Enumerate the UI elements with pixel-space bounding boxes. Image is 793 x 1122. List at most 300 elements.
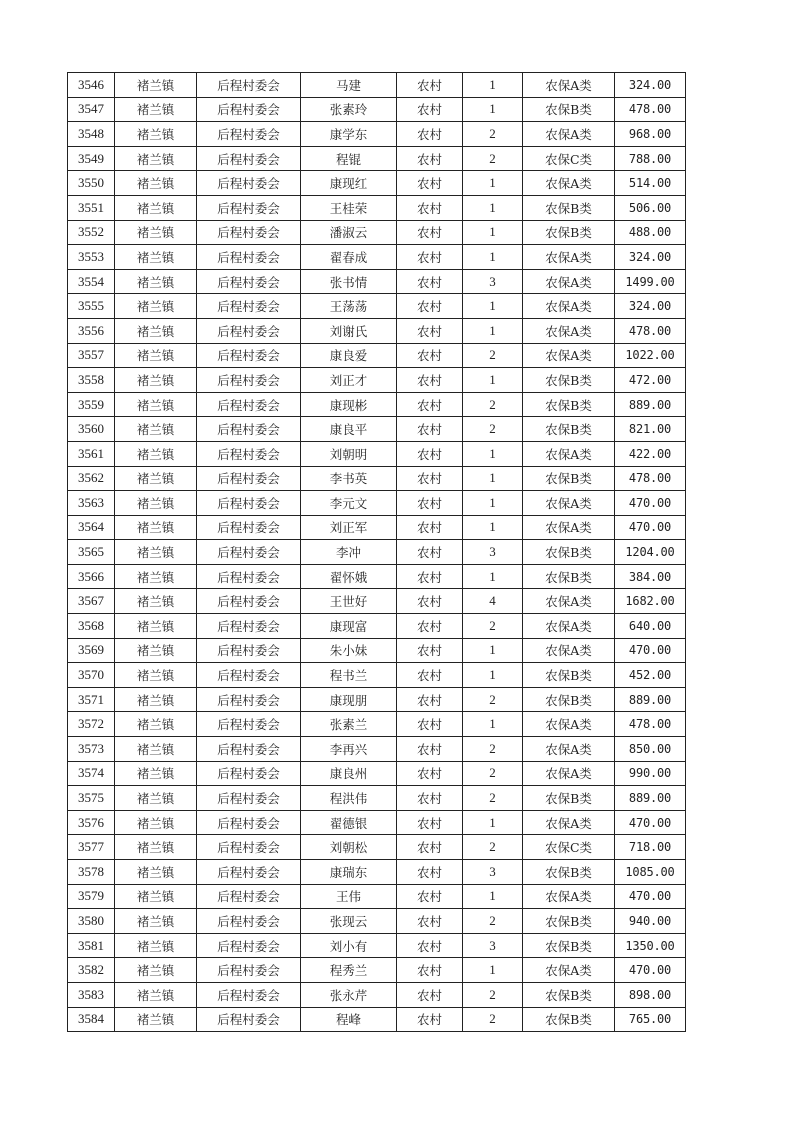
village-committee-cell: 后程村委会 — [197, 810, 301, 835]
town-cell: 褚兰镇 — [115, 515, 197, 540]
name-cell: 刘朝明 — [301, 441, 397, 466]
name-cell: 刘朝松 — [301, 835, 397, 860]
person-count-cell: 1 — [463, 220, 523, 245]
household-type-cell: 农村 — [397, 909, 463, 934]
town-cell: 褚兰镇 — [115, 786, 197, 811]
household-type-cell: 农村 — [397, 294, 463, 319]
table-row — [68, 368, 686, 393]
name-cell: 马建 — [301, 73, 397, 98]
household-type-cell: 农村 — [397, 269, 463, 294]
row-id-cell: 3572 — [68, 712, 115, 737]
household-type-cell: 农村 — [397, 1007, 463, 1032]
town-cell: 褚兰镇 — [115, 614, 197, 639]
row-id-cell: 3556 — [68, 318, 115, 343]
household-type-cell: 农村 — [397, 786, 463, 811]
town-cell: 褚兰镇 — [115, 294, 197, 319]
amount-cell: 821.00 — [615, 417, 686, 442]
insurance-category-cell: 农保A类 — [523, 294, 615, 319]
town-cell: 褚兰镇 — [115, 220, 197, 245]
insurance-category-cell: 农保A类 — [523, 614, 615, 639]
person-count-cell: 1 — [463, 810, 523, 835]
row-id-cell: 3579 — [68, 884, 115, 909]
person-count-cell: 3 — [463, 860, 523, 885]
person-count-cell: 2 — [463, 343, 523, 368]
household-type-cell: 农村 — [397, 195, 463, 220]
person-count-cell: 1 — [463, 958, 523, 983]
insurance-category-cell: 农保A类 — [523, 491, 615, 516]
household-type-cell: 农村 — [397, 318, 463, 343]
village-committee-cell: 后程村委会 — [197, 146, 301, 171]
table-row — [68, 712, 686, 737]
amount-cell: 968.00 — [615, 122, 686, 147]
row-id-cell: 3573 — [68, 737, 115, 762]
name-cell: 康学东 — [301, 122, 397, 147]
amount-cell: 324.00 — [615, 294, 686, 319]
village-committee-cell: 后程村委会 — [197, 269, 301, 294]
person-count-cell: 2 — [463, 835, 523, 860]
household-type-cell: 农村 — [397, 589, 463, 614]
amount-cell: 850.00 — [615, 737, 686, 762]
amount-cell: 1204.00 — [615, 540, 686, 565]
insurance-category-cell: 农保B类 — [523, 195, 615, 220]
person-count-cell: 2 — [463, 786, 523, 811]
insurance-category-cell: 农保B类 — [523, 687, 615, 712]
insurance-category-cell: 农保A类 — [523, 122, 615, 147]
name-cell: 程峰 — [301, 1007, 397, 1032]
town-cell: 褚兰镇 — [115, 564, 197, 589]
row-id-cell: 3550 — [68, 171, 115, 196]
name-cell: 刘小有 — [301, 933, 397, 958]
table-row — [68, 220, 686, 245]
household-type-cell: 农村 — [397, 810, 463, 835]
village-committee-cell: 后程村委会 — [197, 171, 301, 196]
town-cell: 褚兰镇 — [115, 909, 197, 934]
name-cell: 康瑞东 — [301, 860, 397, 885]
name-cell: 翟怀娥 — [301, 564, 397, 589]
table-row — [68, 392, 686, 417]
row-id-cell: 3574 — [68, 761, 115, 786]
village-committee-cell: 后程村委会 — [197, 491, 301, 516]
amount-cell: 940.00 — [615, 909, 686, 934]
insurance-category-cell: 农保A类 — [523, 515, 615, 540]
table-row — [68, 73, 686, 98]
person-count-cell: 1 — [463, 515, 523, 540]
name-cell: 张现云 — [301, 909, 397, 934]
person-count-cell: 2 — [463, 122, 523, 147]
household-type-cell: 农村 — [397, 614, 463, 639]
person-count-cell: 3 — [463, 933, 523, 958]
table-row — [68, 195, 686, 220]
row-id-cell: 3570 — [68, 663, 115, 688]
insurance-category-cell: 农保C类 — [523, 835, 615, 860]
person-count-cell: 2 — [463, 614, 523, 639]
village-committee-cell: 后程村委会 — [197, 687, 301, 712]
row-id-cell: 3547 — [68, 97, 115, 122]
amount-cell: 470.00 — [615, 958, 686, 983]
row-id-cell: 3548 — [68, 122, 115, 147]
town-cell: 褚兰镇 — [115, 933, 197, 958]
household-type-cell: 农村 — [397, 564, 463, 589]
table-row — [68, 614, 686, 639]
village-committee-cell: 后程村委会 — [197, 884, 301, 909]
village-committee-cell: 后程村委会 — [197, 1007, 301, 1032]
town-cell: 褚兰镇 — [115, 73, 197, 98]
table-row — [68, 343, 686, 368]
insurance-category-cell: 农保A类 — [523, 171, 615, 196]
table-row — [68, 761, 686, 786]
table-row — [68, 589, 686, 614]
insurance-category-cell: 农保A类 — [523, 958, 615, 983]
amount-cell: 324.00 — [615, 245, 686, 270]
household-type-cell: 农村 — [397, 982, 463, 1007]
name-cell: 王桂荣 — [301, 195, 397, 220]
row-id-cell: 3559 — [68, 392, 115, 417]
town-cell: 褚兰镇 — [115, 195, 197, 220]
table-row — [68, 810, 686, 835]
row-id-cell: 3553 — [68, 245, 115, 270]
amount-cell: 1085.00 — [615, 860, 686, 885]
insurance-category-cell: 农保B类 — [523, 97, 615, 122]
table-row — [68, 417, 686, 442]
insurance-category-cell: 农保A类 — [523, 589, 615, 614]
amount-cell: 514.00 — [615, 171, 686, 196]
roster-table-body — [68, 73, 686, 1032]
name-cell: 刘谢氏 — [301, 318, 397, 343]
person-count-cell: 1 — [463, 368, 523, 393]
town-cell: 褚兰镇 — [115, 810, 197, 835]
household-type-cell: 农村 — [397, 761, 463, 786]
row-id-cell: 3554 — [68, 269, 115, 294]
town-cell: 褚兰镇 — [115, 982, 197, 1007]
table-row — [68, 860, 686, 885]
village-committee-cell: 后程村委会 — [197, 441, 301, 466]
town-cell: 褚兰镇 — [115, 958, 197, 983]
person-count-cell: 4 — [463, 589, 523, 614]
row-id-cell: 3563 — [68, 491, 115, 516]
village-committee-cell: 后程村委会 — [197, 786, 301, 811]
village-committee-cell: 后程村委会 — [197, 466, 301, 491]
insurance-category-cell: 农保B类 — [523, 368, 615, 393]
person-count-cell: 2 — [463, 687, 523, 712]
insurance-category-cell: 农保A类 — [523, 638, 615, 663]
row-id-cell: 3555 — [68, 294, 115, 319]
household-type-cell: 农村 — [397, 220, 463, 245]
amount-cell: 470.00 — [615, 884, 686, 909]
village-committee-cell: 后程村委会 — [197, 245, 301, 270]
town-cell: 褚兰镇 — [115, 712, 197, 737]
table-row — [68, 687, 686, 712]
town-cell: 褚兰镇 — [115, 368, 197, 393]
row-id-cell: 3577 — [68, 835, 115, 860]
town-cell: 褚兰镇 — [115, 687, 197, 712]
name-cell: 翟德银 — [301, 810, 397, 835]
table-row — [68, 786, 686, 811]
household-type-cell: 农村 — [397, 860, 463, 885]
amount-cell: 990.00 — [615, 761, 686, 786]
household-type-cell: 农村 — [397, 491, 463, 516]
name-cell: 翟春成 — [301, 245, 397, 270]
row-id-cell: 3564 — [68, 515, 115, 540]
household-type-cell: 农村 — [397, 171, 463, 196]
amount-cell: 452.00 — [615, 663, 686, 688]
table-row — [68, 491, 686, 516]
village-committee-cell: 后程村委会 — [197, 220, 301, 245]
person-count-cell: 1 — [463, 466, 523, 491]
name-cell: 李元文 — [301, 491, 397, 516]
amount-cell: 488.00 — [615, 220, 686, 245]
town-cell: 褚兰镇 — [115, 441, 197, 466]
name-cell: 程洪伟 — [301, 786, 397, 811]
town-cell: 褚兰镇 — [115, 1007, 197, 1032]
table-row — [68, 884, 686, 909]
household-type-cell: 农村 — [397, 638, 463, 663]
amount-cell: 788.00 — [615, 146, 686, 171]
town-cell: 褚兰镇 — [115, 171, 197, 196]
row-id-cell: 3561 — [68, 441, 115, 466]
table-row — [68, 564, 686, 589]
name-cell: 康现彬 — [301, 392, 397, 417]
row-id-cell: 3584 — [68, 1007, 115, 1032]
row-id-cell: 3571 — [68, 687, 115, 712]
village-committee-cell: 后程村委会 — [197, 122, 301, 147]
amount-cell: 718.00 — [615, 835, 686, 860]
name-cell: 程锟 — [301, 146, 397, 171]
table-row — [68, 122, 686, 147]
row-id-cell: 3558 — [68, 368, 115, 393]
row-id-cell: 3567 — [68, 589, 115, 614]
village-committee-cell: 后程村委会 — [197, 540, 301, 565]
insurance-category-cell: 农保B类 — [523, 786, 615, 811]
household-type-cell: 农村 — [397, 146, 463, 171]
village-committee-cell: 后程村委会 — [197, 515, 301, 540]
town-cell: 褚兰镇 — [115, 663, 197, 688]
village-committee-cell: 后程村委会 — [197, 933, 301, 958]
name-cell: 王世好 — [301, 589, 397, 614]
table-row — [68, 146, 686, 171]
household-type-cell: 农村 — [397, 933, 463, 958]
person-count-cell: 1 — [463, 491, 523, 516]
village-committee-cell: 后程村委会 — [197, 343, 301, 368]
row-id-cell: 3582 — [68, 958, 115, 983]
amount-cell: 470.00 — [615, 638, 686, 663]
amount-cell: 1682.00 — [615, 589, 686, 614]
town-cell: 褚兰镇 — [115, 860, 197, 885]
person-count-cell: 1 — [463, 564, 523, 589]
row-id-cell: 3575 — [68, 786, 115, 811]
insurance-category-cell: 农保A类 — [523, 712, 615, 737]
town-cell: 褚兰镇 — [115, 589, 197, 614]
amount-cell: 1022.00 — [615, 343, 686, 368]
town-cell: 褚兰镇 — [115, 491, 197, 516]
name-cell: 潘淑云 — [301, 220, 397, 245]
table-row — [68, 1007, 686, 1032]
village-committee-cell: 后程村委会 — [197, 614, 301, 639]
person-count-cell: 1 — [463, 663, 523, 688]
row-id-cell: 3557 — [68, 343, 115, 368]
row-id-cell: 3578 — [68, 860, 115, 885]
village-committee-cell: 后程村委会 — [197, 589, 301, 614]
village-committee-cell: 后程村委会 — [197, 318, 301, 343]
person-count-cell: 1 — [463, 171, 523, 196]
row-id-cell: 3551 — [68, 195, 115, 220]
town-cell: 褚兰镇 — [115, 638, 197, 663]
amount-cell: 470.00 — [615, 810, 686, 835]
town-cell: 褚兰镇 — [115, 245, 197, 270]
insurance-category-cell: 农保B类 — [523, 860, 615, 885]
person-count-cell: 1 — [463, 294, 523, 319]
table-row — [68, 663, 686, 688]
name-cell: 康良平 — [301, 417, 397, 442]
person-count-cell: 1 — [463, 318, 523, 343]
person-count-cell: 1 — [463, 97, 523, 122]
insurance-category-cell: 农保B类 — [523, 909, 615, 934]
village-committee-cell: 后程村委会 — [197, 835, 301, 860]
village-committee-cell: 后程村委会 — [197, 982, 301, 1007]
row-id-cell: 3560 — [68, 417, 115, 442]
name-cell: 张素兰 — [301, 712, 397, 737]
person-count-cell: 1 — [463, 195, 523, 220]
name-cell: 李再兴 — [301, 737, 397, 762]
village-committee-cell: 后程村委会 — [197, 73, 301, 98]
person-count-cell: 1 — [463, 638, 523, 663]
amount-cell: 324.00 — [615, 73, 686, 98]
household-type-cell: 农村 — [397, 540, 463, 565]
table-row — [68, 318, 686, 343]
name-cell: 王伟 — [301, 884, 397, 909]
name-cell: 张永芹 — [301, 982, 397, 1007]
town-cell: 褚兰镇 — [115, 122, 197, 147]
table-row — [68, 638, 686, 663]
name-cell: 李冲 — [301, 540, 397, 565]
insurance-category-cell: 农保B类 — [523, 564, 615, 589]
town-cell: 褚兰镇 — [115, 540, 197, 565]
person-count-cell: 3 — [463, 269, 523, 294]
insurance-category-cell: 农保B类 — [523, 982, 615, 1007]
town-cell: 褚兰镇 — [115, 97, 197, 122]
table-row — [68, 982, 686, 1007]
household-type-cell: 农村 — [397, 884, 463, 909]
amount-cell: 889.00 — [615, 687, 686, 712]
town-cell: 褚兰镇 — [115, 343, 197, 368]
person-count-cell: 1 — [463, 884, 523, 909]
amount-cell: 384.00 — [615, 564, 686, 589]
household-type-cell: 农村 — [397, 737, 463, 762]
person-count-cell: 2 — [463, 1007, 523, 1032]
amount-cell: 765.00 — [615, 1007, 686, 1032]
household-type-cell: 农村 — [397, 663, 463, 688]
town-cell: 褚兰镇 — [115, 417, 197, 442]
insurance-category-cell: 农保A类 — [523, 73, 615, 98]
household-type-cell: 农村 — [397, 73, 463, 98]
household-type-cell: 农村 — [397, 392, 463, 417]
village-committee-cell: 后程村委会 — [197, 294, 301, 319]
person-count-cell: 2 — [463, 909, 523, 934]
name-cell: 张书情 — [301, 269, 397, 294]
name-cell: 王荡荡 — [301, 294, 397, 319]
household-type-cell: 农村 — [397, 466, 463, 491]
table-row — [68, 245, 686, 270]
table-row — [68, 269, 686, 294]
row-id-cell: 3552 — [68, 220, 115, 245]
insurance-category-cell: 农保A类 — [523, 884, 615, 909]
name-cell: 程秀兰 — [301, 958, 397, 983]
household-type-cell: 农村 — [397, 958, 463, 983]
town-cell: 褚兰镇 — [115, 318, 197, 343]
insurance-category-cell: 农保A类 — [523, 343, 615, 368]
insurance-category-cell: 农保A类 — [523, 318, 615, 343]
table-row — [68, 97, 686, 122]
town-cell: 褚兰镇 — [115, 761, 197, 786]
person-count-cell: 1 — [463, 441, 523, 466]
village-committee-cell: 后程村委会 — [197, 909, 301, 934]
amount-cell: 478.00 — [615, 318, 686, 343]
town-cell: 褚兰镇 — [115, 835, 197, 860]
household-type-cell: 农村 — [397, 441, 463, 466]
row-id-cell: 3583 — [68, 982, 115, 1007]
village-committee-cell: 后程村委会 — [197, 712, 301, 737]
insurance-category-cell: 农保A类 — [523, 269, 615, 294]
insurance-category-cell: 农保A类 — [523, 441, 615, 466]
insurance-category-cell: 农保B类 — [523, 933, 615, 958]
household-type-cell: 农村 — [397, 417, 463, 442]
row-id-cell: 3576 — [68, 810, 115, 835]
village-committee-cell: 后程村委会 — [197, 417, 301, 442]
insurance-category-cell: 农保A类 — [523, 737, 615, 762]
insurance-category-cell: 农保A类 — [523, 761, 615, 786]
village-committee-cell: 后程村委会 — [197, 638, 301, 663]
row-id-cell: 3569 — [68, 638, 115, 663]
amount-cell: 506.00 — [615, 195, 686, 220]
person-count-cell: 2 — [463, 982, 523, 1007]
town-cell: 褚兰镇 — [115, 884, 197, 909]
amount-cell: 889.00 — [615, 786, 686, 811]
table-row — [68, 294, 686, 319]
village-committee-cell: 后程村委会 — [197, 564, 301, 589]
row-id-cell: 3546 — [68, 73, 115, 98]
table-row — [68, 933, 686, 958]
table-row — [68, 540, 686, 565]
town-cell: 褚兰镇 — [115, 146, 197, 171]
table-row — [68, 441, 686, 466]
person-count-cell: 3 — [463, 540, 523, 565]
amount-cell: 470.00 — [615, 515, 686, 540]
name-cell: 刘正才 — [301, 368, 397, 393]
town-cell: 褚兰镇 — [115, 466, 197, 491]
person-count-cell: 2 — [463, 737, 523, 762]
insurance-category-cell: 农保B类 — [523, 663, 615, 688]
insurance-category-cell: 农保B类 — [523, 466, 615, 491]
row-id-cell: 3562 — [68, 466, 115, 491]
person-count-cell: 1 — [463, 712, 523, 737]
household-type-cell: 农村 — [397, 712, 463, 737]
person-count-cell: 1 — [463, 73, 523, 98]
table-row — [68, 737, 686, 762]
village-committee-cell: 后程村委会 — [197, 761, 301, 786]
name-cell: 朱小妹 — [301, 638, 397, 663]
insurance-category-cell: 农保B类 — [523, 417, 615, 442]
table-row — [68, 515, 686, 540]
amount-cell: 478.00 — [615, 97, 686, 122]
insurance-category-cell: 农保B类 — [523, 540, 615, 565]
village-committee-cell: 后程村委会 — [197, 195, 301, 220]
row-id-cell: 3566 — [68, 564, 115, 589]
table-row — [68, 909, 686, 934]
person-count-cell: 2 — [463, 146, 523, 171]
household-type-cell: 农村 — [397, 343, 463, 368]
row-id-cell: 3565 — [68, 540, 115, 565]
insurance-category-cell: 农保C类 — [523, 146, 615, 171]
name-cell: 李书英 — [301, 466, 397, 491]
